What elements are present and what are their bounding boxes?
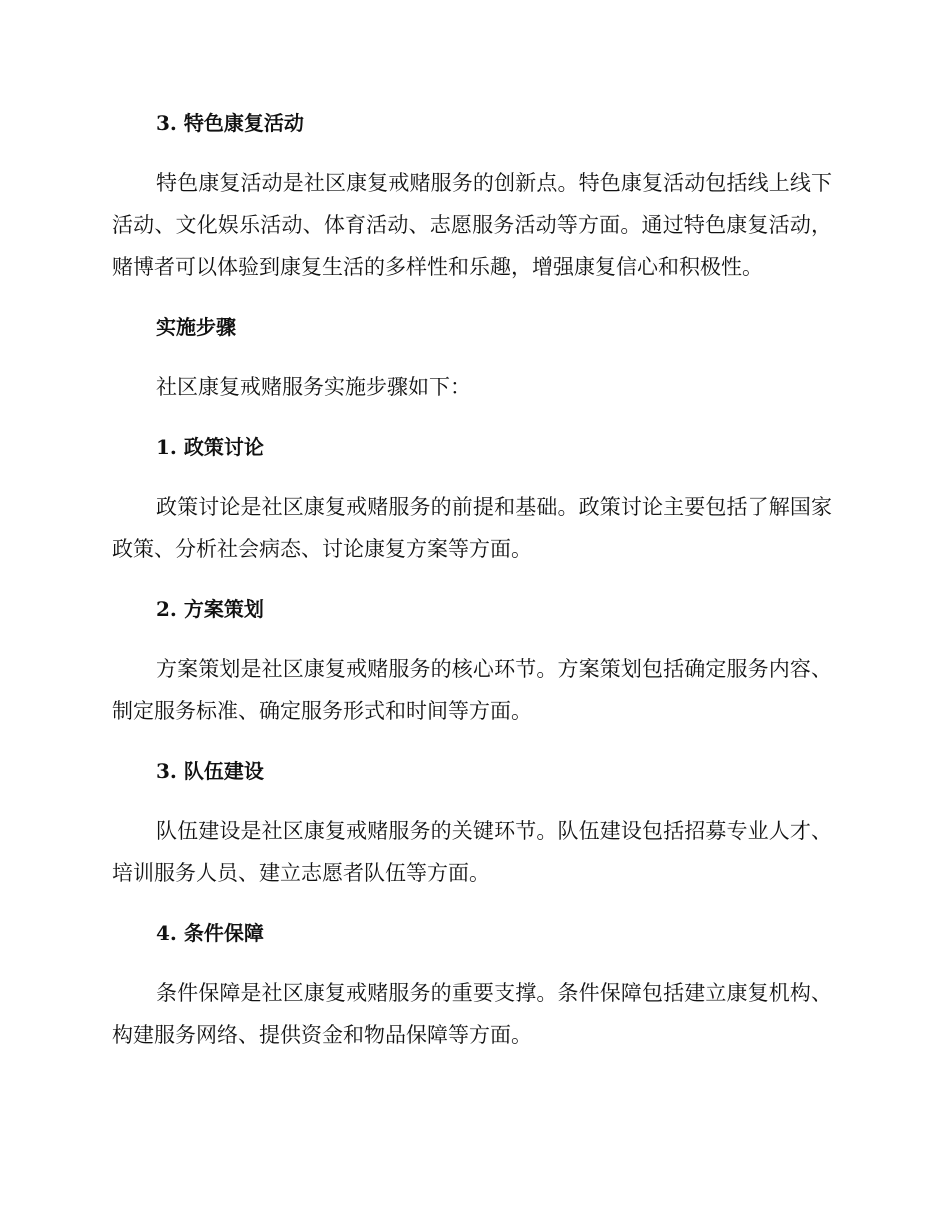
section-paragraph-plan-design: 方案策划是社区康复戒赌服务的核心环节。方案策划包括确定服务内容、制定服务标准、确定服务形式和时间等方面。 xyxy=(112,657,832,723)
section-paragraph-policy-discussion: 政策讨论是社区康复戒赌服务的前提和基础。政策讨论主要包括了解国家政策、分析社会病态、讨论康复方案等方面。 xyxy=(112,495,832,561)
section-paragraph-condition-guarantee: 条件保障是社区康复戒赌服务的重要支撑。条件保障包括建立康复机构、构建服务网络、提供资金和物品保障等方面。 xyxy=(112,981,832,1047)
section-heading-implementation-steps: 实施步骤 xyxy=(156,315,236,339)
section-paragraph-team-building: 队伍建设是社区康复戒赌服务的关键环节。队伍建设包括招募专业人才、培训服务人员、建立志愿者队伍等方面。 xyxy=(112,819,832,885)
section-heading-team-building: 3. 队伍建设 xyxy=(156,759,264,783)
section-heading-plan-design: 2. 方案策划 xyxy=(156,597,264,621)
section-paragraph-special-activities: 特色康复活动是社区康复戒赌服务的创新点。特色康复活动包括线上线下活动、文化娱乐活动、体育活动、志愿服务活动等方面。通过特色康复活动，赌博者可以体验到康复生活的多样性和乐趣，增强康复信心和积极性。 xyxy=(112,171,832,279)
section-heading-special-activities: 3. 特色康复活动 xyxy=(156,111,304,135)
section-heading-condition-guarantee: 4. 条件保障 xyxy=(156,921,264,945)
document-body xyxy=(112,108,832,1056)
section-paragraph-implementation-steps: 社区康复戒赌服务实施步骤如下： xyxy=(156,375,471,399)
section-heading-policy-discussion: 1. 政策讨论 xyxy=(156,435,264,459)
